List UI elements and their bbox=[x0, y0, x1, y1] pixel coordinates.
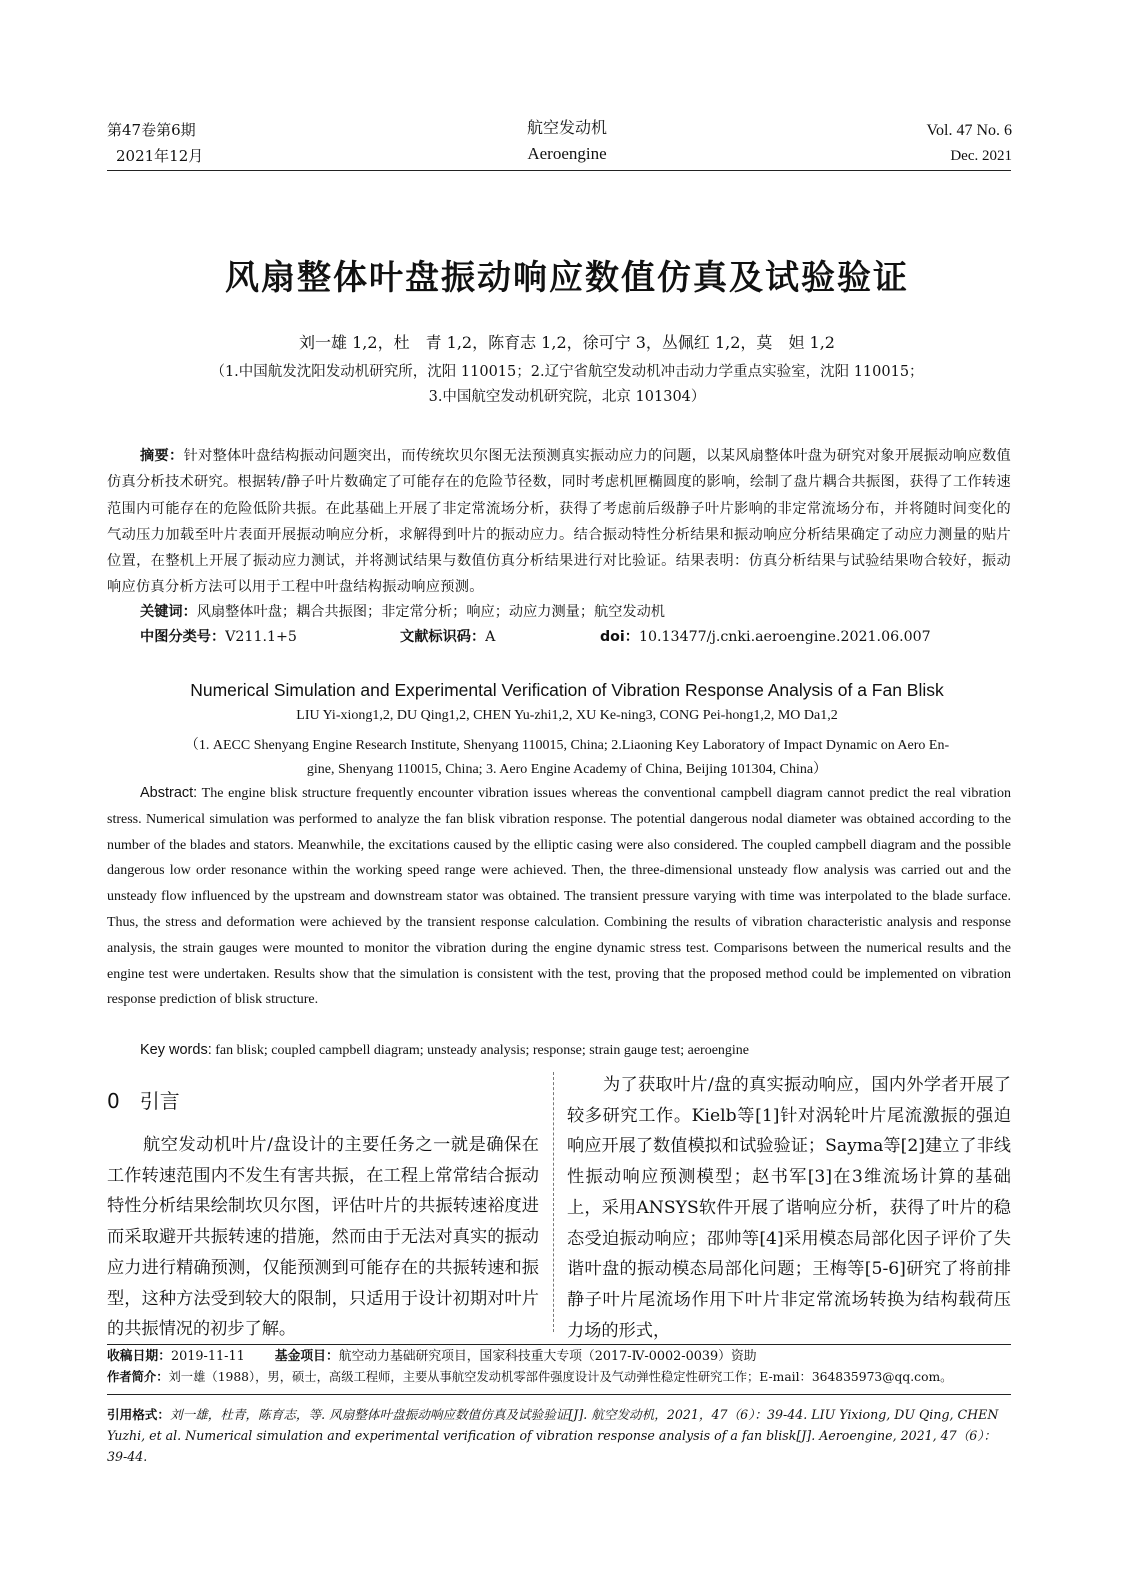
author-bio-text: 刘一雄（1988），男，硕士，高级工程师，主要从事航空发动机零部件强度设计及气动弹性稳定性研究工作；E-mail：364835973@qq.com。 bbox=[168, 1370, 953, 1384]
paper-title-en: Numerical Simulation and Experimental Verification of Vibration Response Analysis of a Fan Blisk bbox=[190, 680, 944, 700]
citation-rule bbox=[107, 1394, 1011, 1395]
abstract-zh-text: 针对整体叶盘结构振动问题突出，而传统坎贝尔图无法预测真实振动应力的问题，以某风扇整体叶盘为研究对象开展振动响应数值仿真分析技术研究。根据转/静子叶片数确定了可能存在的危险节径数，同时考虑机匣椭圆度的影响，绘制了盘片耦合共振图，获得了工作转速范围内可能存在的危险低阶共振。在此基础上开展了非定常流场分析，获得了考虑前后级静子叶片影响的非定常流场分布，并将随时间变化的气动压力加载至叶片表面开展振动响应分析，求解得到叶片的振动应力。结合振动特性分析结果和振动响应分析结果确定了动应力测量的贴片位置，在整机上开展了振动应力测试，并将测试结果与数值仿真分析结果进行对比验证。结果表明：仿真分析结果与试验结果吻合较好，振动响应仿真分析方法可以用于工程中叶盘结构振动响应预测。 bbox=[107, 448, 1011, 596]
authors-en: LIU Yi-xiong1,2, DU Qing1,2, CHEN Yu-zhi1,2, XU Ke-ning3, CONG Pei-hong1,2, MO Da1,2 bbox=[296, 708, 838, 723]
author-bio-label: 作者简介： bbox=[107, 1370, 169, 1384]
doc-value: A bbox=[485, 629, 496, 645]
affiliation-en-1: （1. AECC Shenyang Engine Research Institute, Shenyang 110015, China; 2.Liaoning Key Laboratory of Impact Dynamic on Aero En- bbox=[184, 738, 950, 753]
citation bbox=[107, 1404, 1011, 1467]
received-label: 收稿日期： bbox=[107, 1349, 171, 1364]
abstract-zh bbox=[107, 443, 1011, 601]
doc-label: 文献标识码： bbox=[400, 629, 486, 645]
issue-date-en: Dec. 2021 bbox=[950, 148, 1012, 164]
column-divider bbox=[553, 1072, 554, 1332]
citation-text: 刘一雄，杜青，陈育志，等. 风扇整体叶盘振动响应数值仿真及试验验证[J]. 航空发动机，2021，47（6）：39-44. LIU Yixiong, DU Qing, CHEN Yuzhi, et al. Numerical simulation and experimental verification of vibration response analysis of a fan blisk[J]. Aeroengine, 2021, 47（6）：39-44. bbox=[107, 1407, 999, 1464]
keywords-zh-text: 风扇整体叶盘；耦合共振图；非定常分析；响应；动应力测量；航空发动机 bbox=[196, 604, 665, 620]
doi-label: doi： bbox=[600, 629, 639, 645]
fund-value: 航空动力基础研究项目，国家科技重大专项（2017-Ⅳ-0002-0039）资助 bbox=[338, 1349, 757, 1364]
journal-date: 2021年12月 bbox=[116, 147, 204, 165]
class-value: V211.1+5 bbox=[225, 629, 297, 645]
journal-issue: 第47卷第6期 bbox=[107, 121, 196, 139]
doi bbox=[600, 626, 931, 646]
body-column-left: 航空发动机叶片/盘设计的主要任务之一就是确保在工作转速范围内不发生有害共振，在工程上常常结合振动特性分析结果绘制坎贝尔图，评估叶片的共振转速裕度进而采取避开共振转速的措施，然而由于无法对真实的振动应力进行精确预测，仅能预测到可能存在的共振转速和振型，这种方法受到较大的限制，只适用于设计初期对叶片的共振情况的初步了解。 bbox=[107, 1135, 539, 1340]
abstract-en-label: Abstract: bbox=[140, 785, 198, 801]
abstract-zh-label: 摘要： bbox=[140, 448, 184, 464]
paper-title: 风扇整体叶盘振动响应数值仿真及试验验证 bbox=[225, 258, 909, 298]
header-rule bbox=[107, 170, 1011, 171]
volume-number: Vol. 47 No. 6 bbox=[926, 122, 1012, 139]
keywords-en-text: fan blisk; coupled campbell diagram; unsteady analysis; response; strain gauge test; aeroengine bbox=[211, 1043, 750, 1058]
affiliation-zh-1: （1.中国航发沈阳发动机研究所，沈阳 110015；2.辽宁省航空发动机冲击动力学重点实验室，沈阳 110015； bbox=[210, 364, 924, 380]
journal-name-zh: 航空发动机 bbox=[526, 118, 607, 137]
keywords-en bbox=[140, 1042, 749, 1059]
author-bio bbox=[107, 1367, 1011, 1388]
abstract-en-text: The engine blisk structure frequently encounter vibration issues whereas the conventional campbell diagram cannot predict the real vibration stress. Numerical simulation was performed to analyze the fan blisk vibration response. The potential dangerous nodal diameter was obtained according to the number of the blades and stators. Meanwhile, the excitations caused by the elliptic casing were also considered. The coupled campbell diagram and the possible dangerous low order resonance within the working speed range were achieved. Then, the three-dimensional unsteady flow analysis was carried out and the unsteady flow influenced by the upstream and downstream stator was obtained. The transient pressure varying with time was interpolated to the blade surface. Thus, the stress and deformation were achieved by the transient response calculation. Combining the results of vibration characteristic analysis and response analysis, the strain gauges were mounted to monitor the vibration during the engine dynamic stress test. Comparisons between the numerical results and the engine test were undertaken. Results show that the simulation is consistent with the test, proving that the proposed method could be implemented on vibration response prediction of blisk structure. bbox=[107, 786, 1011, 1008]
body-column-right: 为了获取叶片/盘的真实振动响应，国内外学者开展了较多研究工作。Kielb等[1]针对涡轮叶片尾流激振的强迫响应开展了数值模拟和试验验证；Sayma等[2]建立了非线性振动响应预测模型；赵书军[3]在3维流场计算的基础上，采用ANSYS软件开展了谐响应分析，获得了叶片的稳态受迫振动响应；邵帅等[4]采用模态局部化因子评价了失谐叶盘的振动模态局部化问题；王梅等[5-6]研究了将前排静子叶片尾流场作用下叶片非定常流场转换为结构载荷压力场的形式， bbox=[567, 1075, 1011, 1341]
doi-value: 10.13477/j.cnki.aeroengine.2021.06.007 bbox=[638, 629, 931, 645]
received-value: 2019-11-11 bbox=[170, 1349, 245, 1364]
classification bbox=[140, 626, 297, 646]
received-and-fund bbox=[107, 1346, 1011, 1367]
class-label: 中图分类号： bbox=[140, 629, 226, 645]
fund-label: 基金项目： bbox=[274, 1349, 339, 1364]
document-code bbox=[400, 626, 495, 646]
affiliation-zh-2: 3.中国航空发动机研究院，北京 101304） bbox=[428, 389, 706, 405]
abstract-en bbox=[107, 781, 1011, 1013]
keywords-zh bbox=[140, 601, 665, 621]
journal-name-en: Aeroengine bbox=[527, 144, 607, 163]
affiliation-en-2: gine, Shenyang 110015, China; 3. Aero Engine Academy of China, Beijing 101304, China） bbox=[306, 762, 828, 777]
authors-zh: 刘一雄 1,2，杜 青 1,2，陈育志 1,2，徐可宁 3，丛佩红 1,2，莫 妲 1,2 bbox=[299, 333, 835, 352]
section-heading: 0 引言 bbox=[107, 1089, 180, 1113]
keywords-zh-label: 关键词： bbox=[140, 604, 197, 620]
footer-rule bbox=[107, 1344, 1011, 1345]
citation-label: 引用格式： bbox=[107, 1407, 170, 1422]
keywords-en-label: Key words: bbox=[140, 1042, 212, 1058]
